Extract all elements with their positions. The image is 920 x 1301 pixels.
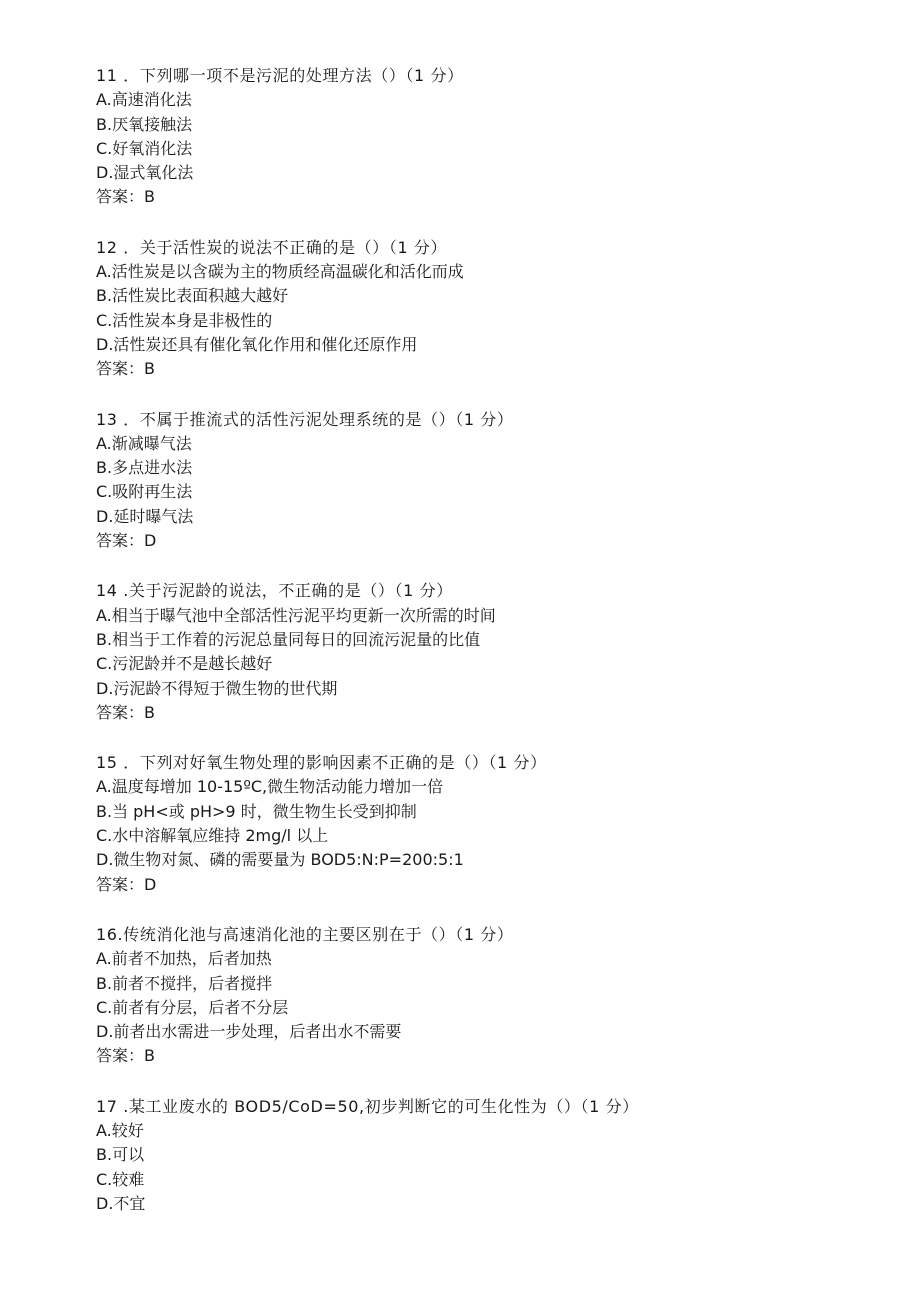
option-b: B.相当于工作着的污泥总量同每日的回流污泥量的比值 [96, 629, 481, 649]
option-d: D.前者出水需进一步处理，后者出水不需要 [96, 1022, 402, 1042]
question-stem: 16.传统消化池与高速消化池的主要区别在于（）（1 分） [96, 924, 514, 944]
question-stem: 15 ．下列对好氧生物处理的影响因素不正确的是（）（1 分） [96, 753, 547, 773]
option-a: A.较好 [96, 1120, 144, 1140]
answer-line: 答案：B [96, 359, 155, 379]
option-c: C.水中溶解氧应维持 2mg∕l 以上 [96, 826, 329, 846]
option-d: D.不宜 [96, 1193, 146, 1213]
question-stem: 14 .关于污泥龄的说法，不正确的是（）（1 分） [96, 581, 453, 601]
option-c: C.较难 [96, 1169, 145, 1189]
option-a: A.渐减曝气法 [96, 433, 192, 453]
question-block [96, 64, 876, 210]
option-b: B.多点进水法 [96, 458, 193, 478]
option-c: C.污泥龄并不是越长越好 [96, 654, 273, 674]
answer-line: 答案：D [96, 874, 157, 894]
question-block [96, 408, 876, 554]
option-d: D.湿式氧化法 [96, 163, 194, 183]
option-b: B.活性炭比表面积越大越好 [96, 286, 289, 306]
answer-line: 答案：B [96, 702, 155, 722]
question-stem: 11 ．下列哪一项不是污泥的处理方法（）（1 分） [96, 66, 464, 85]
answer-line: 答案：B [96, 187, 155, 207]
answer-line: 答案：B [96, 1046, 155, 1066]
option-c: C.活性炭本身是非极性的 [96, 310, 273, 330]
option-d: D.微生物对氮、磷的需要量为 BOD5:N:P=200:5:1 [96, 850, 464, 870]
question-block [96, 579, 876, 725]
option-a: A.高速消化法 [96, 90, 192, 110]
option-b: B.厌氧接触法 [96, 114, 193, 134]
option-a: A.相当于曝气池中全部活性污泥平均更新一次所需的时间 [96, 605, 496, 625]
option-d: D.活性炭还具有催化氧化作用和催化还原作用 [96, 334, 418, 354]
answer-line: 答案：D [96, 531, 157, 551]
option-c: C.好氧消化法 [96, 138, 193, 158]
option-b: B.前者不搅拌，后者搅拌 [96, 973, 273, 993]
question-block [96, 923, 876, 1069]
option-d: D.污泥龄不得短于微生物的世代期 [96, 678, 338, 698]
option-b: B.可以 [96, 1145, 145, 1165]
option-a: A.活性炭是以含碳为主的物质经高温碳化和活化而成 [96, 262, 464, 282]
option-a: A.前者不加热，后者加热 [96, 949, 272, 969]
question-stem: 17 .某工业废水的 BOD5∕CoD=50,初步判断它的可生化性为（）（1 分） [96, 1096, 639, 1116]
question-block [96, 751, 876, 897]
option-a: A.温度每增加 10-15ºC,微生物活动能力增加一倍 [96, 777, 444, 797]
question-stem: 13 ．不属于推流式的活性污泥处理系统的是（）（1 分） [96, 409, 514, 429]
question-list [96, 64, 876, 1242]
question-block [96, 1095, 876, 1216]
option-c: C.前者有分层，后者不分层 [96, 997, 289, 1017]
option-c: C.吸附再生法 [96, 482, 193, 502]
option-d: D.延时曝气法 [96, 506, 194, 526]
option-b: B.当 pH<或 pH>9 时，微生物生长受到抑制 [96, 801, 417, 821]
question-stem: 12 ．关于活性炭的说法不正确的是（）（1 分） [96, 237, 448, 257]
question-block [96, 236, 876, 382]
